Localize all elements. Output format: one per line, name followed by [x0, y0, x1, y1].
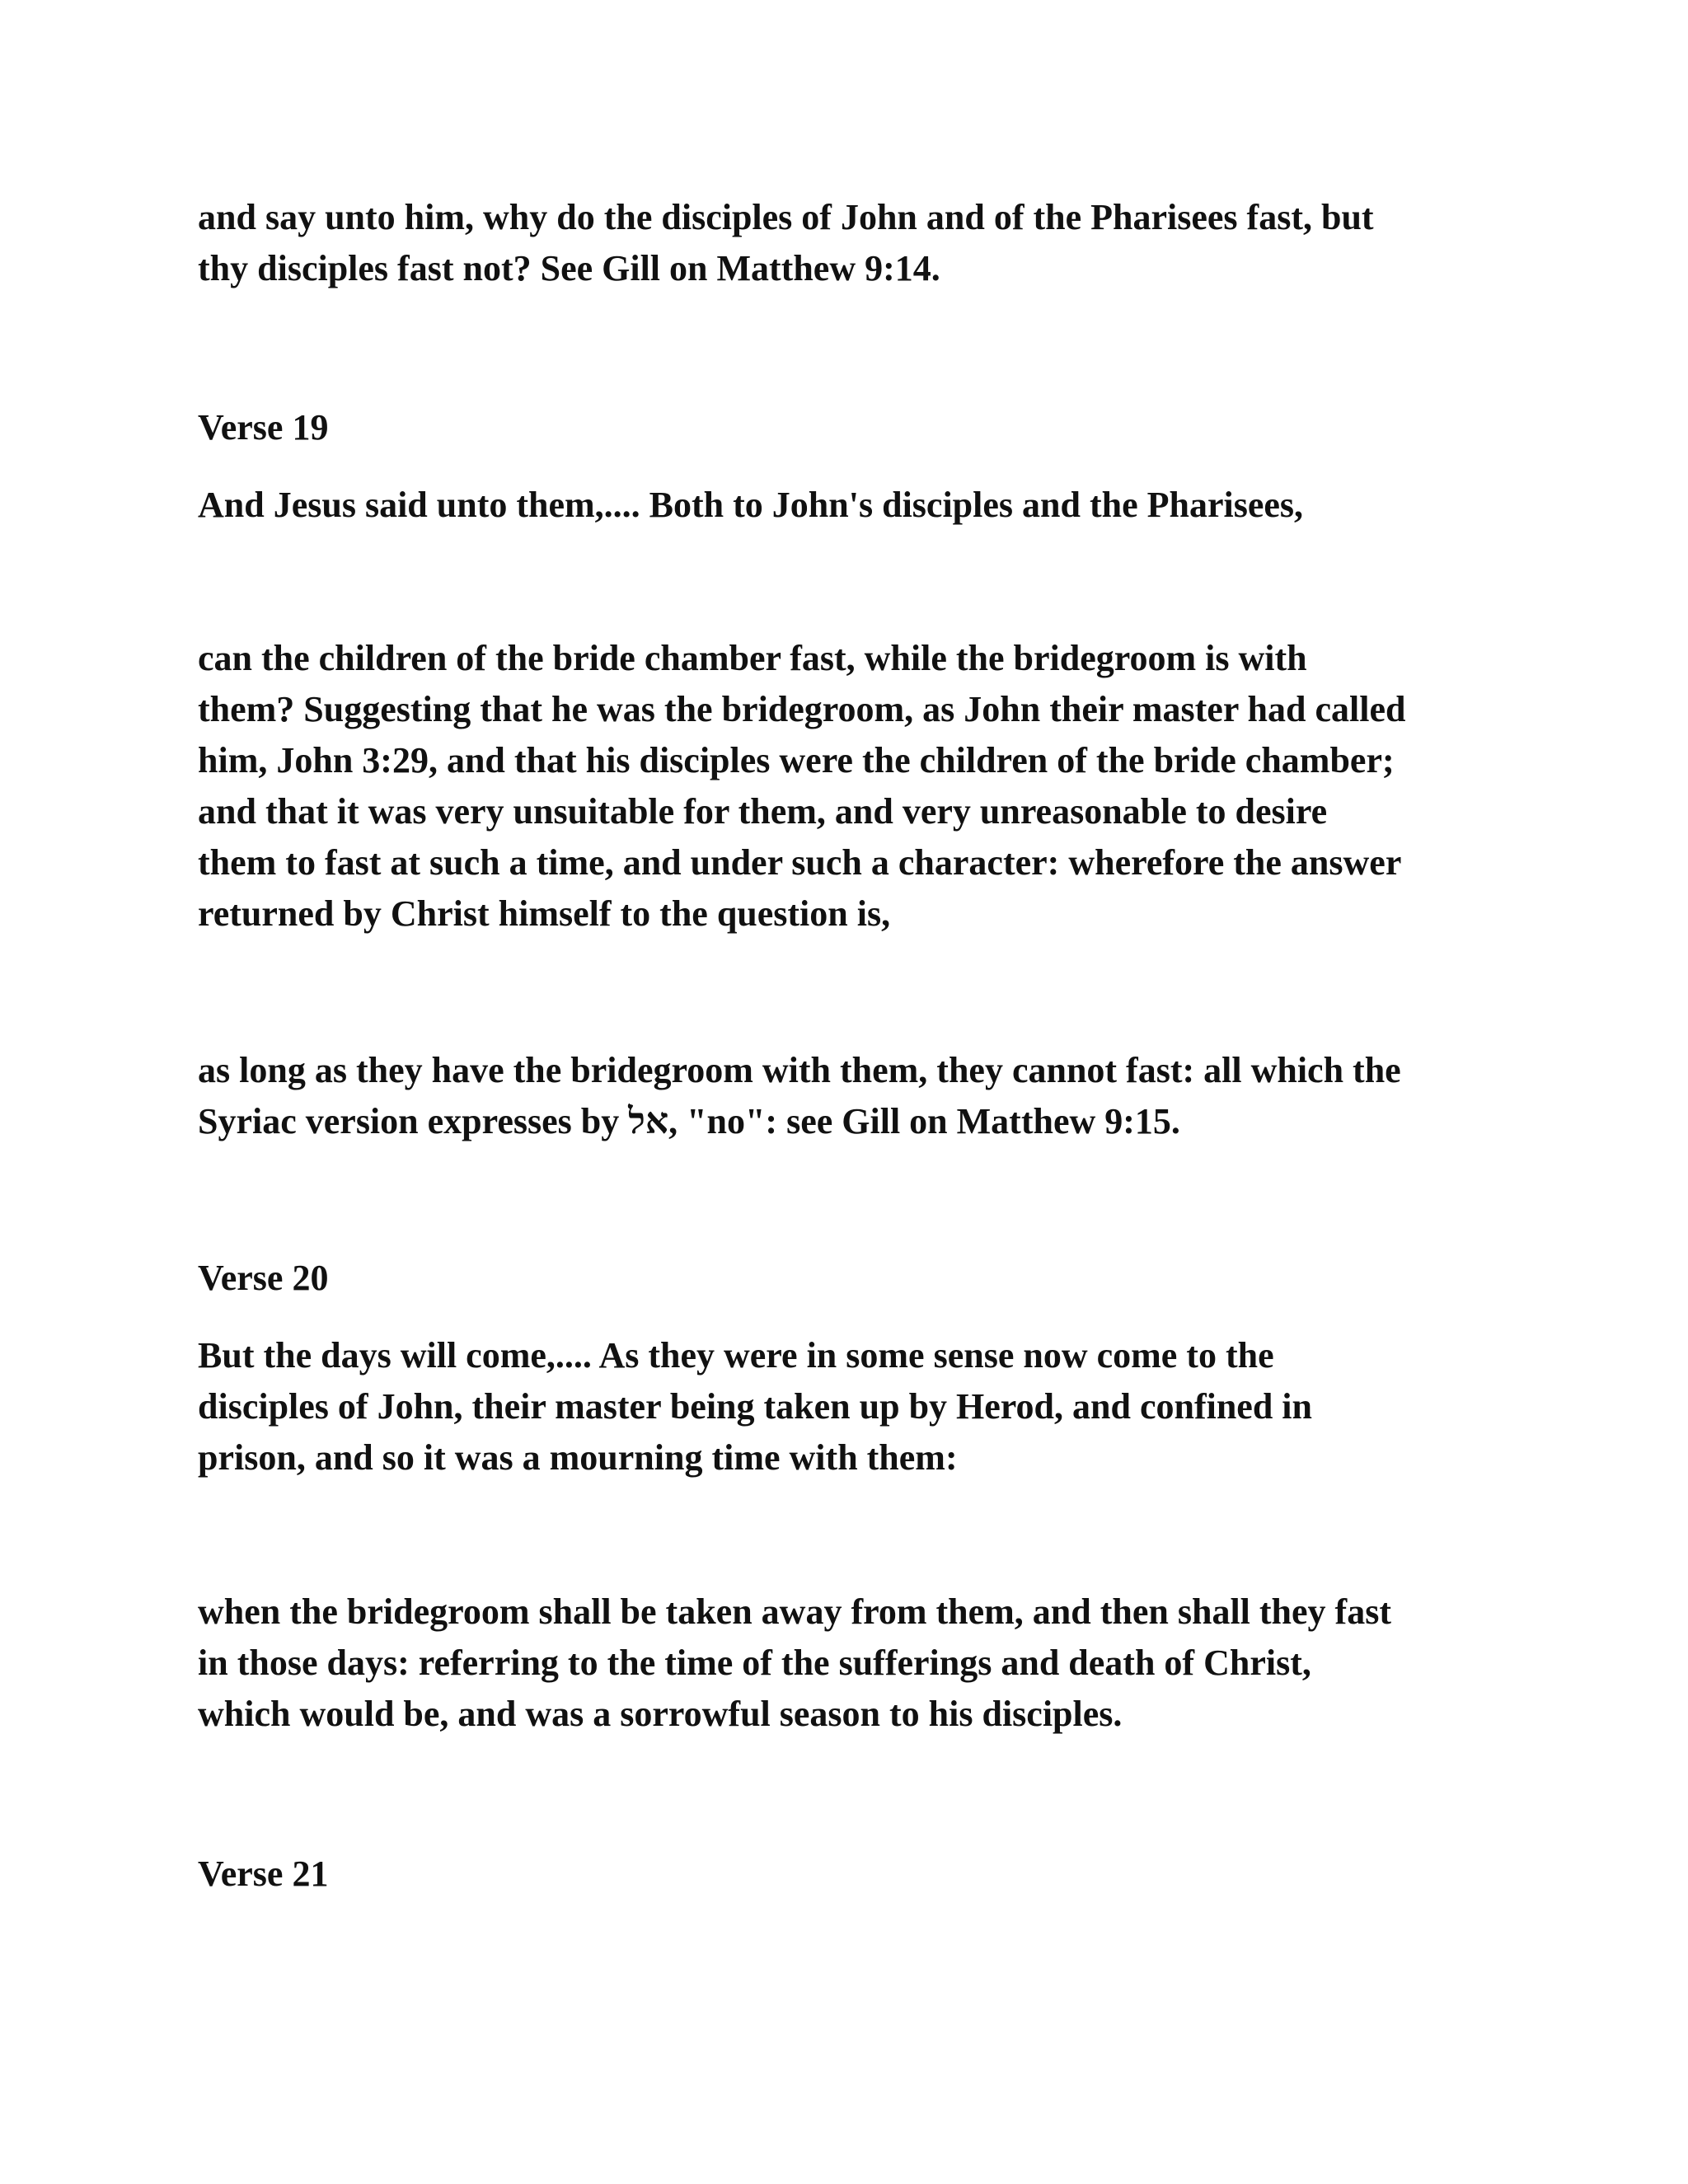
- text-line: But the days will come,.... As they were in some sense now come to the: [198, 1335, 1274, 1376]
- text-line: which would be, and was a sorrowful season to his disciples.: [198, 1694, 1123, 1734]
- text-line: them to fast at such a time, and under such a character: wherefore the answer: [198, 842, 1402, 883]
- text-segment: , "no": see Gill on Matthew 9:15.: [668, 1101, 1180, 1141]
- text-line: returned by Christ himself to the question is,: [198, 893, 891, 934]
- text-line: can the children of the bride chamber fast, while the bridegroom is with: [198, 638, 1307, 678]
- text-line: And Jesus said unto them,.... Both to John's disciples and the Pharisees,: [198, 485, 1304, 525]
- paragraph-pharisees-question: [198, 192, 1517, 294]
- paragraph-bridegroom-taken: [198, 1586, 1517, 1740]
- paragraph-days-will-come: [198, 1330, 1517, 1483]
- text-line: as long as they have the bridegroom with them, they cannot fast: all which the: [198, 1050, 1401, 1090]
- verse-21-heading: Verse 21: [198, 1854, 329, 1894]
- text-line: disciples of John, their master being taken up by Herod, and confined in: [198, 1386, 1312, 1427]
- text-segment: Syriac version expresses by: [198, 1101, 629, 1141]
- text-line: when the bridegroom shall be taken away from them, and then shall they fast: [198, 1591, 1391, 1632]
- text-line: thy disciples fast not? See Gill on Matthew 9:14.: [198, 248, 940, 288]
- paragraph-bride-chamber: [198, 633, 1517, 940]
- text-line: and that it was very unsuitable for them, and very unreasonable to desire: [198, 791, 1328, 832]
- text-line: prison, and so it was a mourning time with them:: [198, 1437, 958, 1478]
- paragraph-syriac-version: [198, 1045, 1517, 1147]
- verse-19-heading: Verse 19: [198, 407, 329, 448]
- hebrew-word: אל: [628, 1101, 669, 1141]
- verse-20-heading: Verse 20: [198, 1258, 329, 1298]
- text-line: him, John 3:29, and that his disciples were the children of the bride chamber;: [198, 740, 1395, 780]
- text-line: in those days: referring to the time of the sufferings and death of Christ,: [198, 1643, 1311, 1683]
- text-line: [198, 1096, 1517, 1147]
- text-line: and say unto him, why do the disciples of John and of the Pharisees fast, but: [198, 197, 1374, 237]
- text-line: them? Suggesting that he was the bridegroom, as John their master had called: [198, 689, 1406, 729]
- paragraph-jesus-said: [198, 480, 1517, 531]
